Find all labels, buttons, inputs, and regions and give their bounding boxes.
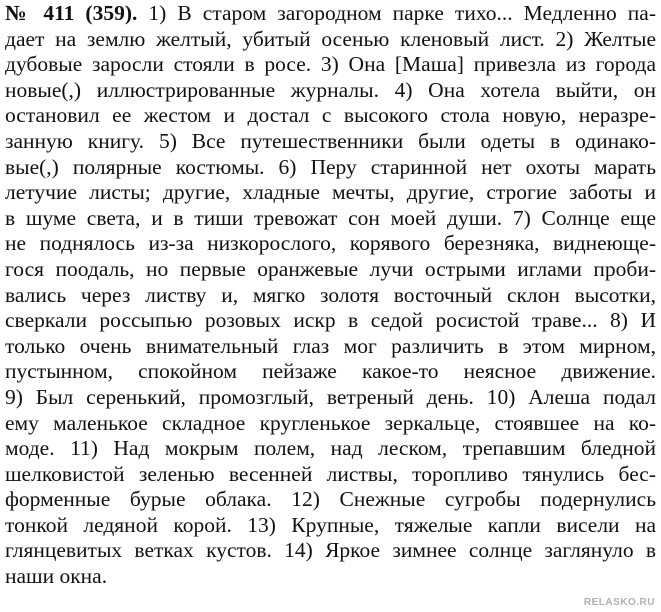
text-line-9: в шуме света, и в тиши тревожат сон моей души. 7) Солнце еще [5, 205, 656, 230]
text-line-7: вые(,) полярные костюмы. 6) Перу старинной нет охоты марать [5, 154, 656, 179]
text-line-14: только очень внимательный глаз мог различить в этом мирном, [5, 333, 656, 358]
text-line-17: ему маленькое складное кругленькое зеркальце, стоявшее на ко- [5, 410, 656, 435]
text-line-20: форменные бурые облака. 12) Снежные сугробы подернулись [5, 487, 656, 512]
text-line-5: остановил ее жестом и достал с высокого стола новую, неразре- [5, 103, 656, 128]
text-line-22: глянцевитых ветках кустов. 14) Яркое зимнее солнце заглянуло в [5, 538, 656, 563]
text-line-23: наши окна. [5, 564, 108, 589]
text-line-6: занную книгу. 5) Все путешественники были одеты в одинако- [5, 128, 656, 153]
text-line-19: шелковистой зеленью весенней листвы, торопливо тянулись бес- [5, 461, 656, 486]
site-watermark: RELASKO.RU [583, 597, 655, 608]
text-line-8: летучие листы; другие, хладные мечты, другие, строгие заботы и [5, 180, 656, 205]
text-line-13: сверкали россыпью розовых искр в седой росистой траве... 8) И [5, 308, 656, 333]
text-line-16: 9) Был серенький, промозглый, ветреный день. 10) Алеша подал [5, 384, 656, 409]
text-line-1 [5, 1, 656, 27]
text-line-18: моде. 11) Над мокрым полем, над леском, трепавшим бледной [5, 436, 656, 461]
text-line-12: вались через листву и, мягко золотя восточный склон высотки, [5, 282, 656, 307]
exercise-number: № 411 (359). [5, 1, 138, 25]
text-line-21: тонкой ледяной корой. 13) Крупные, тяжелые капли висели на [5, 512, 656, 537]
exercise-text [5, 1, 656, 590]
text-line-4: новые(,) иллюстрированные журналы. 4) Она хотела выйти, он [5, 77, 656, 102]
text-line-10: не поднялось из-за низкорослого, корявого березняка, виднеюще- [5, 231, 656, 256]
text-line-3: дубовые заросли стояли в росе. 3) Она [Маша] привезла из города [5, 52, 656, 77]
text-line-2: дает на землю желтый, убитый осенью кленовый лист. 2) Желтые [5, 26, 656, 51]
text-line-1-content: 1) В старом загородном парке тихо... Медленно па- [137, 1, 656, 25]
text-line-15: пустынном, спокойном пейзаже какое-то неясное движение. [5, 359, 656, 384]
text-line-11: гося поодаль, но первые оранжевые лучи острыми иглами проби- [5, 256, 656, 281]
